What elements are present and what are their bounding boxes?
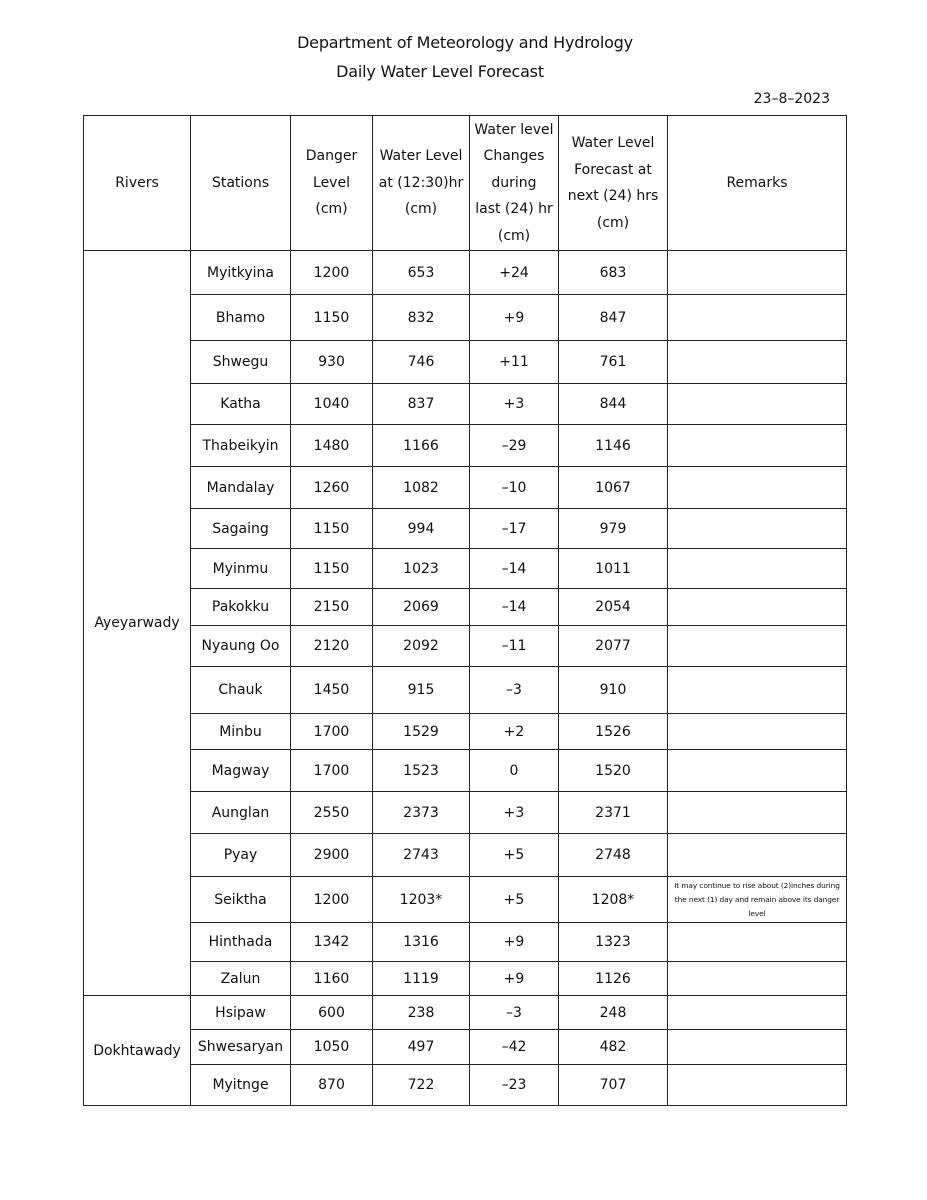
forecast-cell: 482 (559, 1030, 668, 1065)
change-cell: +9 (470, 923, 559, 962)
danger-cell: 930 (291, 341, 373, 384)
station-name: Pakokku (191, 589, 291, 626)
col-header-stations: Stations (191, 116, 291, 251)
station-name: Hinthada (191, 923, 291, 962)
table-row (84, 341, 847, 384)
forecast-cell: 1520 (559, 750, 668, 792)
table-row (84, 714, 847, 750)
danger-cell: 1450 (291, 667, 373, 714)
danger-cell: 1700 (291, 750, 373, 792)
station-name: Aunglan (191, 792, 291, 834)
remarks-cell (668, 962, 847, 996)
remarks-cell (668, 714, 847, 750)
change-cell: –42 (470, 1030, 559, 1065)
table-row (84, 1065, 847, 1106)
station-name: Seiktha (191, 877, 291, 923)
level-cell: 1316 (373, 923, 470, 962)
level-cell: 994 (373, 509, 470, 549)
danger-cell: 1260 (291, 467, 373, 509)
danger-cell: 1480 (291, 425, 373, 467)
forecast-cell: 1067 (559, 467, 668, 509)
remarks-cell: It may continue to rise about (2)inches during the next (1) day and remain above its danger level (668, 877, 847, 923)
river-name: Ayeyarwady (84, 251, 191, 996)
change-cell: +5 (470, 877, 559, 923)
station-name: Hsipaw (191, 996, 291, 1030)
change-cell: –14 (470, 589, 559, 626)
station-name: Sagaing (191, 509, 291, 549)
col-header-remarks: Remarks (668, 116, 847, 251)
level-cell: 2092 (373, 626, 470, 667)
remarks-cell (668, 295, 847, 341)
danger-cell: 1150 (291, 295, 373, 341)
col-header-changes: Water level Changes during last (24) hr (cm) (470, 116, 559, 251)
remarks-cell (668, 996, 847, 1030)
table-row (84, 509, 847, 549)
col-header-forecast: Water Level Forecast at next (24) hrs (cm) (559, 116, 668, 251)
col-header-water-level: Water Level at (12:30)hr (cm) (373, 116, 470, 251)
forecast-cell: 683 (559, 251, 668, 295)
level-cell: 1119 (373, 962, 470, 996)
forecast-cell: 707 (559, 1065, 668, 1106)
danger-cell: 1200 (291, 251, 373, 295)
danger-cell: 1700 (291, 714, 373, 750)
header-row (84, 116, 847, 251)
table-row (84, 923, 847, 962)
change-cell: –10 (470, 467, 559, 509)
change-cell: –3 (470, 667, 559, 714)
water-level-table (83, 115, 847, 1106)
change-cell: –17 (470, 509, 559, 549)
danger-cell: 2120 (291, 626, 373, 667)
level-cell: 653 (373, 251, 470, 295)
station-name: Myitkyina (191, 251, 291, 295)
station-name: Pyay (191, 834, 291, 877)
change-cell: 0 (470, 750, 559, 792)
station-name: Myinmu (191, 549, 291, 589)
level-cell: 2743 (373, 834, 470, 877)
danger-cell: 1342 (291, 923, 373, 962)
change-cell: +3 (470, 792, 559, 834)
forecast-cell: 1126 (559, 962, 668, 996)
level-cell: 1529 (373, 714, 470, 750)
forecast-cell: 847 (559, 295, 668, 341)
river-name: Dokhtawady (84, 996, 191, 1106)
danger-cell: 600 (291, 996, 373, 1030)
forecast-cell: 2054 (559, 589, 668, 626)
table-row (84, 626, 847, 667)
table-row (84, 295, 847, 341)
table-row (84, 425, 847, 467)
level-cell: 746 (373, 341, 470, 384)
table-row (84, 549, 847, 589)
station-name: Myitnge (191, 1065, 291, 1106)
danger-cell: 2550 (291, 792, 373, 834)
table-row (84, 792, 847, 834)
remarks-cell (668, 667, 847, 714)
change-cell: –11 (470, 626, 559, 667)
remarks-cell (668, 589, 847, 626)
remarks-cell (668, 549, 847, 589)
change-cell: –14 (470, 549, 559, 589)
table-row (84, 251, 847, 295)
level-cell: 497 (373, 1030, 470, 1065)
level-cell: 1023 (373, 549, 470, 589)
forecast-cell: 2371 (559, 792, 668, 834)
station-name: Zalun (191, 962, 291, 996)
forecast-cell: 910 (559, 667, 668, 714)
change-cell: +24 (470, 251, 559, 295)
level-cell: 1082 (373, 467, 470, 509)
remarks-cell (668, 750, 847, 792)
remarks-cell (668, 792, 847, 834)
table-row (84, 996, 847, 1030)
remarks-cell (668, 251, 847, 295)
forecast-cell: 761 (559, 341, 668, 384)
danger-cell: 2900 (291, 834, 373, 877)
forecast-cell: 979 (559, 509, 668, 549)
remarks-cell (668, 834, 847, 877)
level-cell: 722 (373, 1065, 470, 1106)
change-cell: +9 (470, 295, 559, 341)
level-cell: 238 (373, 996, 470, 1030)
change-cell: +5 (470, 834, 559, 877)
forecast-cell: 1208* (559, 877, 668, 923)
station-name: Chauk (191, 667, 291, 714)
station-name: Mandalay (191, 467, 291, 509)
change-cell: +2 (470, 714, 559, 750)
table-row (84, 467, 847, 509)
table-row (84, 834, 847, 877)
remarks-cell (668, 384, 847, 425)
forecast-cell: 1011 (559, 549, 668, 589)
level-cell: 1523 (373, 750, 470, 792)
remarks-cell (668, 1065, 847, 1106)
danger-cell: 1200 (291, 877, 373, 923)
forecast-cell: 1146 (559, 425, 668, 467)
page-title: Department of Meteorology and Hydrology (297, 33, 633, 52)
level-cell: 1166 (373, 425, 470, 467)
station-name: Minbu (191, 714, 291, 750)
change-cell: +9 (470, 962, 559, 996)
table-row (84, 962, 847, 996)
remarks-cell (668, 509, 847, 549)
change-cell: –23 (470, 1065, 559, 1106)
table-body (84, 251, 847, 1106)
forecast-cell: 844 (559, 384, 668, 425)
station-name: Bhamo (191, 295, 291, 341)
remarks-cell (668, 1030, 847, 1065)
remarks-cell (668, 626, 847, 667)
remarks-cell (668, 923, 847, 962)
forecast-cell: 2748 (559, 834, 668, 877)
level-cell: 915 (373, 667, 470, 714)
change-cell: –29 (470, 425, 559, 467)
table-row (84, 589, 847, 626)
station-name: Shwegu (191, 341, 291, 384)
table-row (84, 877, 847, 923)
level-cell: 1203* (373, 877, 470, 923)
level-cell: 832 (373, 295, 470, 341)
station-name: Shwesaryan (191, 1030, 291, 1065)
danger-cell: 1150 (291, 549, 373, 589)
level-cell: 837 (373, 384, 470, 425)
table-row (84, 750, 847, 792)
danger-cell: 1050 (291, 1030, 373, 1065)
table-row (84, 667, 847, 714)
change-cell: –3 (470, 996, 559, 1030)
change-cell: +11 (470, 341, 559, 384)
change-cell: +3 (470, 384, 559, 425)
station-name: Magway (191, 750, 291, 792)
station-name: Thabeikyin (191, 425, 291, 467)
station-name: Katha (191, 384, 291, 425)
danger-cell: 870 (291, 1065, 373, 1106)
remarks-cell (668, 341, 847, 384)
page-subtitle: Daily Water Level Forecast (336, 62, 544, 81)
danger-cell: 1160 (291, 962, 373, 996)
remarks-cell (668, 467, 847, 509)
remarks-cell (668, 425, 847, 467)
report-date: 23–8–2023 (753, 91, 830, 107)
danger-cell: 1040 (291, 384, 373, 425)
table-row (84, 1030, 847, 1065)
danger-cell: 2150 (291, 589, 373, 626)
station-name: Nyaung Oo (191, 626, 291, 667)
table-row (84, 384, 847, 425)
forecast-cell: 248 (559, 996, 668, 1030)
danger-cell: 1150 (291, 509, 373, 549)
level-cell: 2373 (373, 792, 470, 834)
col-header-rivers: Rivers (84, 116, 191, 251)
forecast-cell: 1323 (559, 923, 668, 962)
forecast-cell: 1526 (559, 714, 668, 750)
forecast-cell: 2077 (559, 626, 668, 667)
col-header-danger-level: Danger Level (cm) (291, 116, 373, 251)
level-cell: 2069 (373, 589, 470, 626)
